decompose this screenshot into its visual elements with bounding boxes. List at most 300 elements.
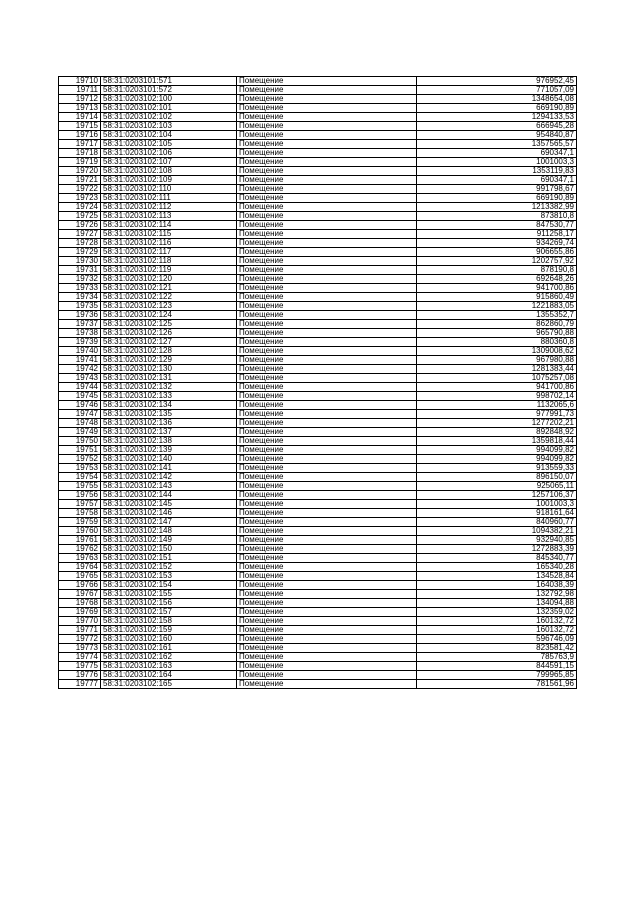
cadastral-value-cell: 1353119,83 [417, 167, 577, 176]
object-type-cell: Помещение [237, 194, 417, 203]
row-number-cell: 19749 [59, 428, 101, 437]
cadastral-value-cell: 994099,82 [417, 446, 577, 455]
cadastral-value-cell: 1281383,44 [417, 365, 577, 374]
row-number-cell: 19710 [59, 77, 101, 86]
cadastral-number-cell: 58:31:0203102:123 [101, 302, 237, 311]
cadastral-value-cell: 1221883,05 [417, 302, 577, 311]
cadastral-value-cell: 991798,67 [417, 185, 577, 194]
row-number-cell: 19746 [59, 401, 101, 410]
row-number-cell: 19735 [59, 302, 101, 311]
row-number-cell: 19758 [59, 509, 101, 518]
cadastral-number-cell: 58:31:0203102:109 [101, 176, 237, 185]
table-row [59, 617, 577, 626]
table-row [59, 185, 577, 194]
object-type-cell: Помещение [237, 419, 417, 428]
cadastral-value-cell: 840960,77 [417, 518, 577, 527]
cadastral-value-cell: 998702,14 [417, 392, 577, 401]
cadastral-number-cell: 58:31:0203102:103 [101, 122, 237, 131]
cadastral-number-cell: 58:31:0203102:159 [101, 626, 237, 635]
cadastral-number-cell: 58:31:0203102:107 [101, 158, 237, 167]
cadastral-value-cell: 799965,85 [417, 671, 577, 680]
row-number-cell: 19776 [59, 671, 101, 680]
cadastral-number-cell: 58:31:0203102:142 [101, 473, 237, 482]
object-type-cell: Помещение [237, 491, 417, 500]
object-type-cell: Помещение [237, 410, 417, 419]
object-type-cell: Помещение [237, 617, 417, 626]
cadastral-number-cell: 58:31:0203102:127 [101, 338, 237, 347]
row-number-cell: 19733 [59, 284, 101, 293]
row-number-cell: 19724 [59, 203, 101, 212]
table-row [59, 554, 577, 563]
object-type-cell: Помещение [237, 293, 417, 302]
cadastral-value-cell: 918161,64 [417, 509, 577, 518]
cadastral-number-cell: 58:31:0203102:133 [101, 392, 237, 401]
cadastral-number-cell: 58:31:0203102:114 [101, 221, 237, 230]
table-row [59, 527, 577, 536]
table-row [59, 572, 577, 581]
table-row [59, 500, 577, 509]
row-number-cell: 19736 [59, 311, 101, 320]
object-type-cell: Помещение [237, 563, 417, 572]
row-number-cell: 19718 [59, 149, 101, 158]
cadastral-value-cell: 785763,9 [417, 653, 577, 662]
cadastral-number-cell: 58:31:0203102:153 [101, 572, 237, 581]
object-type-cell: Помещение [237, 275, 417, 284]
table-row [59, 293, 577, 302]
object-type-cell: Помещение [237, 149, 417, 158]
cadastral-value-cell: 692648,26 [417, 275, 577, 284]
table-row [59, 392, 577, 401]
cadastral-value-cell: 1359818,44 [417, 437, 577, 446]
row-number-cell: 19747 [59, 410, 101, 419]
cadastral-value-cell: 976952,45 [417, 77, 577, 86]
object-type-cell: Помещение [237, 401, 417, 410]
table-row [59, 257, 577, 266]
table-row [59, 653, 577, 662]
object-type-cell: Помещение [237, 239, 417, 248]
cadastral-value-cell: 596746,09 [417, 635, 577, 644]
row-number-cell: 19742 [59, 365, 101, 374]
object-type-cell: Помещение [237, 527, 417, 536]
cadastral-value-cell: 892848,92 [417, 428, 577, 437]
cadastral-value-cell: 160132,72 [417, 617, 577, 626]
table-row [59, 302, 577, 311]
row-number-cell: 19762 [59, 545, 101, 554]
object-type-cell: Помещение [237, 536, 417, 545]
row-number-cell: 19745 [59, 392, 101, 401]
row-number-cell: 19775 [59, 662, 101, 671]
cadastral-value-cell: 666945,28 [417, 122, 577, 131]
row-number-cell: 19774 [59, 653, 101, 662]
cadastral-value-cell: 164038,39 [417, 581, 577, 590]
object-type-cell: Помещение [237, 221, 417, 230]
row-number-cell: 19729 [59, 248, 101, 257]
table-row [59, 203, 577, 212]
table-row [59, 131, 577, 140]
object-type-cell: Помещение [237, 608, 417, 617]
object-type-cell: Помещение [237, 662, 417, 671]
cadastral-value-cell: 1348654,08 [417, 95, 577, 104]
row-number-cell: 19711 [59, 86, 101, 95]
cadastral-number-cell: 58:31:0203102:157 [101, 608, 237, 617]
row-number-cell: 19716 [59, 131, 101, 140]
cadastral-number-cell: 58:31:0203102:128 [101, 347, 237, 356]
table-row [59, 473, 577, 482]
cadastral-value-cell: 1001003,3 [417, 500, 577, 509]
row-number-cell: 19754 [59, 473, 101, 482]
row-number-cell: 19760 [59, 527, 101, 536]
cadastral-value-cell: 954840,87 [417, 131, 577, 140]
row-number-cell: 19772 [59, 635, 101, 644]
cadastral-value-cell: 906655,86 [417, 248, 577, 257]
object-type-cell: Помещение [237, 428, 417, 437]
cadastral-number-cell: 58:31:0203102:132 [101, 383, 237, 392]
object-type-cell: Помещение [237, 653, 417, 662]
table-row [59, 365, 577, 374]
table-row [59, 176, 577, 185]
table-row [59, 545, 577, 554]
object-type-cell: Помещение [237, 626, 417, 635]
cadastral-number-cell: 58:31:0203102:148 [101, 527, 237, 536]
cadastral-number-cell: 58:31:0203102:162 [101, 653, 237, 662]
cadastral-value-cell: 1355352,7 [417, 311, 577, 320]
table-row [59, 464, 577, 473]
cadastral-number-cell: 58:31:0203102:151 [101, 554, 237, 563]
row-number-cell: 19753 [59, 464, 101, 473]
table-body [59, 77, 577, 689]
cadastral-value-cell: 967980,88 [417, 356, 577, 365]
cadastral-value-cell: 1309008,62 [417, 347, 577, 356]
object-type-cell: Помещение [237, 230, 417, 239]
row-number-cell: 19713 [59, 104, 101, 113]
cadastral-number-cell: 58:31:0203102:122 [101, 293, 237, 302]
object-type-cell: Помещение [237, 572, 417, 581]
object-type-cell: Помещение [237, 167, 417, 176]
table-row [59, 455, 577, 464]
table-row [59, 149, 577, 158]
object-type-cell: Помещение [237, 329, 417, 338]
row-number-cell: 19722 [59, 185, 101, 194]
cadastral-value-cell: 160132,72 [417, 626, 577, 635]
table-row [59, 626, 577, 635]
table-row [59, 680, 577, 689]
cadastral-value-cell: 994099,82 [417, 455, 577, 464]
object-type-cell: Помещение [237, 464, 417, 473]
object-type-cell: Помещение [237, 284, 417, 293]
cadastral-number-cell: 58:31:0203102:121 [101, 284, 237, 293]
table-row [59, 671, 577, 680]
object-type-cell: Помещение [237, 302, 417, 311]
table-row [59, 122, 577, 131]
object-type-cell: Помещение [237, 131, 417, 140]
cadastral-value-cell: 1357565,57 [417, 140, 577, 149]
cadastral-number-cell: 58:31:0203102:138 [101, 437, 237, 446]
table-row [59, 446, 577, 455]
object-type-cell: Помещение [237, 500, 417, 509]
cadastral-value-cell: 1277202,21 [417, 419, 577, 428]
table-row [59, 428, 577, 437]
object-type-cell: Помещение [237, 599, 417, 608]
table-row [59, 356, 577, 365]
cadastral-value-cell: 925065,11 [417, 482, 577, 491]
object-type-cell: Помещение [237, 203, 417, 212]
cadastral-number-cell: 58:31:0203102:118 [101, 257, 237, 266]
cadastral-number-cell: 58:31:0203102:117 [101, 248, 237, 257]
cadastral-value-cell: 911258,17 [417, 230, 577, 239]
cadastral-number-cell: 58:31:0203102:155 [101, 590, 237, 599]
table-row [59, 635, 577, 644]
cadastral-number-cell: 58:31:0203102:106 [101, 149, 237, 158]
cadastral-value-cell: 132792,98 [417, 590, 577, 599]
row-number-cell: 19757 [59, 500, 101, 509]
cadastral-number-cell: 58:31:0203102:154 [101, 581, 237, 590]
object-type-cell: Помещение [237, 554, 417, 563]
row-number-cell: 19744 [59, 383, 101, 392]
cadastral-value-cell: 1094382,21 [417, 527, 577, 536]
object-type-cell: Помещение [237, 356, 417, 365]
object-type-cell: Помещение [237, 437, 417, 446]
cadastral-number-cell: 58:31:0203102:126 [101, 329, 237, 338]
cadastral-number-cell: 58:31:0203102:164 [101, 671, 237, 680]
table-row [59, 104, 577, 113]
row-number-cell: 19765 [59, 572, 101, 581]
cadastral-value-cell: 1213382,99 [417, 203, 577, 212]
cadastral-number-cell: 58:31:0203102:165 [101, 680, 237, 689]
table-row [59, 311, 577, 320]
table-row [59, 374, 577, 383]
cadastral-number-cell: 58:31:0203102:160 [101, 635, 237, 644]
table-row [59, 383, 577, 392]
object-type-cell: Помещение [237, 545, 417, 554]
object-type-cell: Помещение [237, 104, 417, 113]
cadastral-value-cell: 862860,79 [417, 320, 577, 329]
cadastral-number-cell: 58:31:0203102:101 [101, 104, 237, 113]
table-row [59, 275, 577, 284]
object-type-cell: Помещение [237, 680, 417, 689]
cadastral-number-cell: 58:31:0203102:135 [101, 410, 237, 419]
table-row [59, 437, 577, 446]
row-number-cell: 19750 [59, 437, 101, 446]
object-type-cell: Помещение [237, 320, 417, 329]
cadastral-number-cell: 58:31:0203102:149 [101, 536, 237, 545]
cadastral-value-cell: 844591,15 [417, 662, 577, 671]
object-type-cell: Помещение [237, 581, 417, 590]
table-row [59, 329, 577, 338]
table-row [59, 140, 577, 149]
row-number-cell: 19714 [59, 113, 101, 122]
object-type-cell: Помещение [237, 338, 417, 347]
object-type-cell: Помещение [237, 365, 417, 374]
cadastral-number-cell: 58:31:0203102:152 [101, 563, 237, 572]
cadastral-value-cell: 781561,96 [417, 680, 577, 689]
cadastral-number-cell: 58:31:0203101:571 [101, 77, 237, 86]
row-number-cell: 19730 [59, 257, 101, 266]
table-row [59, 230, 577, 239]
cadastral-number-cell: 58:31:0203102:137 [101, 428, 237, 437]
row-number-cell: 19756 [59, 491, 101, 500]
object-type-cell: Помещение [237, 266, 417, 275]
object-type-cell: Помещение [237, 509, 417, 518]
row-number-cell: 19717 [59, 140, 101, 149]
cadastral-value-cell: 1294133,53 [417, 113, 577, 122]
cadastral-number-cell: 58:31:0203102:150 [101, 545, 237, 554]
cadastral-value-cell: 1001003,3 [417, 158, 577, 167]
cadastral-number-cell: 58:31:0203102:147 [101, 518, 237, 527]
table-row [59, 77, 577, 86]
object-type-cell: Помещение [237, 113, 417, 122]
object-type-cell: Помещение [237, 140, 417, 149]
cadastral-number-cell: 58:31:0203102:130 [101, 365, 237, 374]
cadastral-number-cell: 58:31:0203102:125 [101, 320, 237, 329]
object-type-cell: Помещение [237, 248, 417, 257]
cadastral-number-cell: 58:31:0203102:112 [101, 203, 237, 212]
cadastral-value-cell: 1075257,08 [417, 374, 577, 383]
cadastral-number-cell: 58:31:0203102:100 [101, 95, 237, 104]
cadastral-value-cell: 165340,28 [417, 563, 577, 572]
cadastral-number-cell: 58:31:0203102:158 [101, 617, 237, 626]
object-type-cell: Помещение [237, 446, 417, 455]
object-type-cell: Помещение [237, 257, 417, 266]
table-row [59, 581, 577, 590]
cadastral-number-cell: 58:31:0203102:115 [101, 230, 237, 239]
cadastral-number-cell: 58:31:0203102:119 [101, 266, 237, 275]
cadastral-number-cell: 58:31:0203102:104 [101, 131, 237, 140]
cadastral-number-cell: 58:31:0203102:108 [101, 167, 237, 176]
cadastral-value-cell: 1202757,92 [417, 257, 577, 266]
row-number-cell: 19728 [59, 239, 101, 248]
row-number-cell: 19739 [59, 338, 101, 347]
table-row [59, 509, 577, 518]
cadastral-number-cell: 58:31:0203102:102 [101, 113, 237, 122]
table-row [59, 113, 577, 122]
row-number-cell: 19751 [59, 446, 101, 455]
table-row [59, 482, 577, 491]
row-number-cell: 19777 [59, 680, 101, 689]
cadastral-value-cell: 134094,88 [417, 599, 577, 608]
row-number-cell: 19727 [59, 230, 101, 239]
cadastral-number-cell: 58:31:0203102:111 [101, 194, 237, 203]
cadastral-number-cell: 58:31:0203102:146 [101, 509, 237, 518]
object-type-cell: Помещение [237, 212, 417, 221]
cadastral-number-cell: 58:31:0203102:113 [101, 212, 237, 221]
object-type-cell: Помещение [237, 671, 417, 680]
object-type-cell: Помещение [237, 473, 417, 482]
cadastral-number-cell: 58:31:0203102:120 [101, 275, 237, 284]
object-type-cell: Помещение [237, 347, 417, 356]
table-row [59, 95, 577, 104]
table-row [59, 491, 577, 500]
table-row [59, 212, 577, 221]
object-type-cell: Помещение [237, 185, 417, 194]
cadastral-number-cell: 58:31:0203102:143 [101, 482, 237, 491]
row-number-cell: 19731 [59, 266, 101, 275]
cadastral-value-cell: 878190,8 [417, 266, 577, 275]
cadastral-value-cell: 1132065,6 [417, 401, 577, 410]
row-number-cell: 19737 [59, 320, 101, 329]
object-type-cell: Помещение [237, 311, 417, 320]
cadastral-number-cell: 58:31:0203102:129 [101, 356, 237, 365]
cadastral-value-table [58, 76, 577, 689]
cadastral-value-cell: 873810,8 [417, 212, 577, 221]
object-type-cell: Помещение [237, 518, 417, 527]
row-number-cell: 19712 [59, 95, 101, 104]
table-row [59, 86, 577, 95]
table-row [59, 239, 577, 248]
cadastral-value-cell: 134528,84 [417, 572, 577, 581]
cadastral-value-cell: 669190,89 [417, 194, 577, 203]
object-type-cell: Помещение [237, 644, 417, 653]
row-number-cell: 19741 [59, 356, 101, 365]
table-row [59, 536, 577, 545]
cadastral-value-cell: 934269,74 [417, 239, 577, 248]
object-type-cell: Помещение [237, 158, 417, 167]
row-number-cell: 19732 [59, 275, 101, 284]
table-row [59, 563, 577, 572]
table-row [59, 347, 577, 356]
row-number-cell: 19725 [59, 212, 101, 221]
table-row [59, 167, 577, 176]
object-type-cell: Помещение [237, 176, 417, 185]
table-row [59, 338, 577, 347]
table-row [59, 410, 577, 419]
cadastral-value-cell: 845340,77 [417, 554, 577, 563]
cadastral-number-cell: 58:31:0203101:572 [101, 86, 237, 95]
cadastral-number-cell: 58:31:0203102:161 [101, 644, 237, 653]
object-type-cell: Помещение [237, 77, 417, 86]
row-number-cell: 19763 [59, 554, 101, 563]
cadastral-number-cell: 58:31:0203102:139 [101, 446, 237, 455]
row-number-cell: 19759 [59, 518, 101, 527]
row-number-cell: 19734 [59, 293, 101, 302]
row-number-cell: 19719 [59, 158, 101, 167]
table-row [59, 419, 577, 428]
object-type-cell: Помещение [237, 635, 417, 644]
row-number-cell: 19740 [59, 347, 101, 356]
table-row [59, 266, 577, 275]
row-number-cell: 19738 [59, 329, 101, 338]
cadastral-number-cell: 58:31:0203102:156 [101, 599, 237, 608]
cadastral-number-cell: 58:31:0203102:105 [101, 140, 237, 149]
cadastral-number-cell: 58:31:0203102:136 [101, 419, 237, 428]
cadastral-value-cell: 132359,02 [417, 608, 577, 617]
object-type-cell: Помещение [237, 392, 417, 401]
cadastral-number-cell: 58:31:0203102:134 [101, 401, 237, 410]
row-number-cell: 19764 [59, 563, 101, 572]
cadastral-value-cell: 771057,09 [417, 86, 577, 95]
row-number-cell: 19748 [59, 419, 101, 428]
cadastral-value-cell: 690347,1 [417, 149, 577, 158]
cadastral-value-cell: 880360,8 [417, 338, 577, 347]
table-row [59, 401, 577, 410]
cadastral-number-cell: 58:31:0203102:141 [101, 464, 237, 473]
cadastral-value-cell: 913559,33 [417, 464, 577, 473]
cadastral-value-cell: 823581,42 [417, 644, 577, 653]
table-row [59, 644, 577, 653]
cadastral-number-cell: 58:31:0203102:140 [101, 455, 237, 464]
row-number-cell: 19767 [59, 590, 101, 599]
table-row [59, 248, 577, 257]
table-row [59, 662, 577, 671]
row-number-cell: 19766 [59, 581, 101, 590]
row-number-cell: 19743 [59, 374, 101, 383]
table-row [59, 158, 577, 167]
table-row [59, 608, 577, 617]
cadastral-value-cell: 896150,07 [417, 473, 577, 482]
row-number-cell: 19723 [59, 194, 101, 203]
table-row [59, 590, 577, 599]
row-number-cell: 19773 [59, 644, 101, 653]
row-number-cell: 19770 [59, 617, 101, 626]
